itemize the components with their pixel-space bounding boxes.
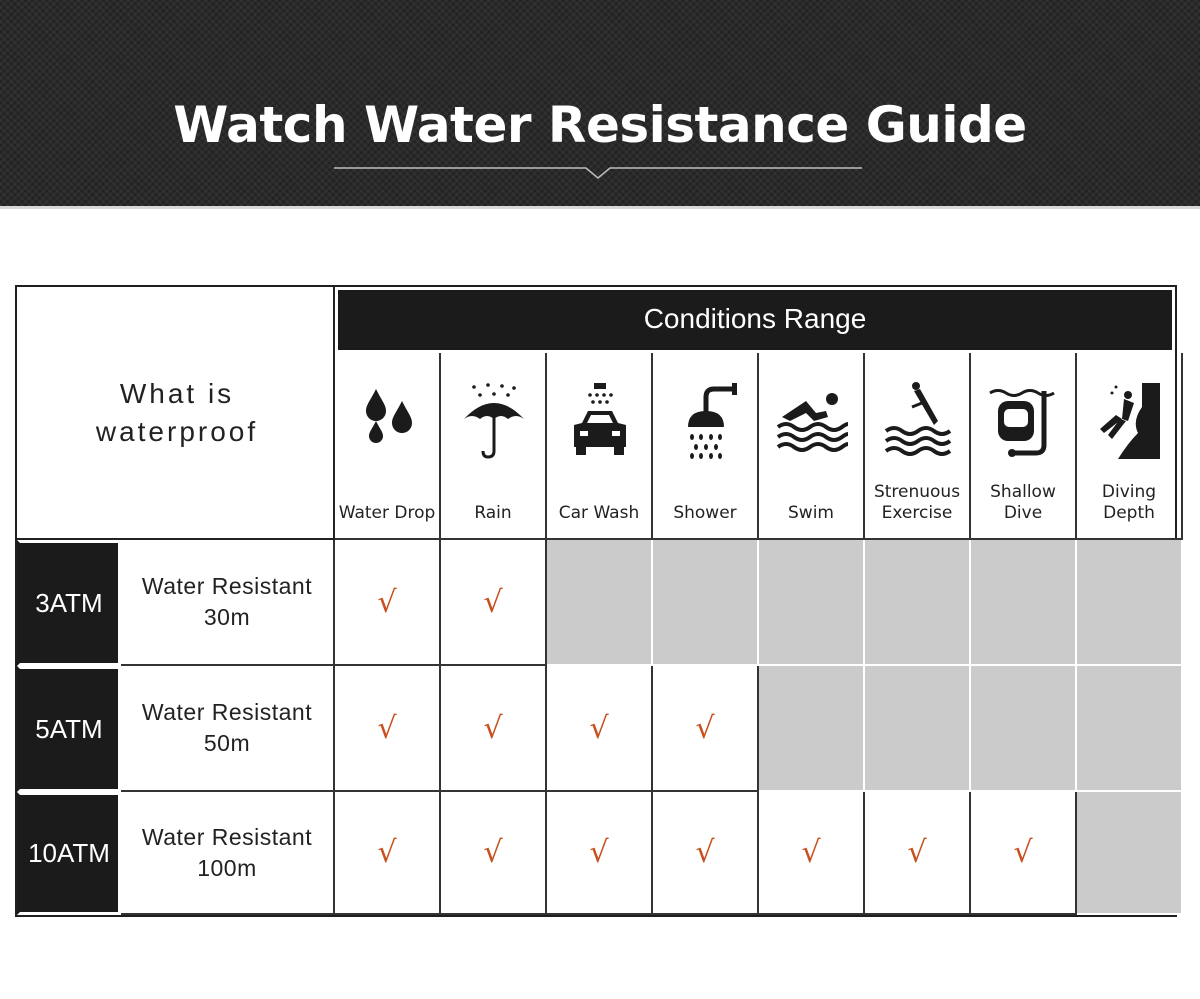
corner-label: [57, 375, 297, 451]
rating-line2: 100m: [197, 854, 257, 881]
title-divider: [334, 158, 862, 180]
water-resistance-table: [15, 285, 1177, 917]
check-mark-cell: [441, 792, 547, 915]
check-icon: √: [483, 710, 503, 746]
column-label: Water Drop: [338, 503, 436, 523]
check-icon: √: [1013, 835, 1033, 870]
column-shower: [653, 353, 759, 540]
check-mark-cell: [547, 666, 653, 792]
rating-line1: Water Resistant: [141, 699, 313, 725]
check-mark-cell: [865, 792, 971, 915]
column-label: [1077, 482, 1181, 524]
column-shallow-dive: [971, 353, 1077, 540]
check-mark-cell: [653, 792, 759, 915]
check-mark-cell: [335, 540, 441, 666]
column-label: [971, 482, 1075, 524]
column-label-line2: Dive: [1003, 503, 1043, 523]
check-icon: √: [695, 835, 715, 870]
column-label-line1: Diving: [1101, 482, 1157, 502]
unavailable-cell: [865, 666, 971, 792]
unavailable-cell: [971, 666, 1077, 792]
corner-header: [17, 287, 335, 540]
unavailable-cell: [865, 540, 971, 666]
check-mark-cell: [971, 792, 1077, 915]
unavailable-cell: [1077, 666, 1183, 792]
corner-label-line1: What is: [119, 378, 235, 409]
swimmer-icon: [776, 381, 848, 461]
column-label-line2: Exercise: [881, 503, 953, 523]
column-rain: [441, 353, 547, 540]
unavailable-cell: [759, 540, 865, 666]
check-icon: √: [483, 584, 503, 620]
unavailable-cell: [1077, 792, 1183, 915]
column-strenuous-exercise: [865, 353, 971, 540]
check-mark-cell: [759, 792, 865, 915]
atm-label-10atm: 10ATM: [17, 792, 121, 915]
diver-jump-icon: [882, 381, 954, 461]
rating-3atm: [121, 540, 335, 666]
check-icon: √: [377, 835, 397, 870]
column-label-line1: Strenuous: [873, 482, 961, 502]
water-drop-icon: [352, 381, 424, 453]
check-icon: √: [589, 835, 609, 870]
check-icon: √: [695, 710, 715, 746]
column-diving-depth: [1077, 353, 1183, 540]
unavailable-cell: [547, 540, 653, 666]
column-car-wash: [547, 353, 653, 540]
rating-line2: 30m: [203, 604, 251, 630]
scuba-diver-icon: [1094, 381, 1166, 461]
column-label: Swim: [788, 503, 834, 523]
column-water-drop: [335, 353, 441, 540]
check-mark-cell: [335, 792, 441, 915]
column-label: Rain: [474, 503, 512, 523]
rain-umbrella-icon: [458, 381, 530, 461]
unavailable-cell: [653, 540, 759, 666]
check-icon: √: [483, 835, 503, 870]
rating-5atm: [121, 666, 335, 792]
corner-label-line2: waterproof: [95, 416, 259, 447]
unavailable-cell: [971, 540, 1077, 666]
rating-10atm: [121, 792, 335, 915]
rating-line2: 50m: [203, 730, 251, 756]
title-banner: [0, 0, 1200, 209]
rating-line1: Water Resistant: [141, 573, 313, 599]
column-swim: [759, 353, 865, 540]
unavailable-cell: [1077, 540, 1183, 666]
check-mark-cell: [335, 666, 441, 792]
column-label-line2: Depth: [1103, 503, 1155, 523]
page-title: Watch Water Resistance Guide: [173, 96, 1027, 154]
atm-label-5atm: 5ATM: [17, 666, 121, 792]
check-mark-cell: [441, 540, 547, 666]
check-icon: √: [589, 710, 609, 746]
column-label: [865, 482, 969, 524]
check-mark-cell: [441, 666, 547, 792]
column-label: Shower: [673, 503, 737, 523]
check-mark-cell: [653, 666, 759, 792]
rating-line1: Water Resistant: [141, 823, 313, 850]
check-icon: √: [907, 835, 927, 870]
car-wash-icon: [564, 381, 636, 461]
check-icon: √: [377, 710, 397, 746]
shower-icon: [670, 381, 742, 461]
column-label-line1: Shallow: [990, 482, 1056, 502]
column-label: Car Wash: [558, 503, 640, 523]
check-icon: √: [377, 584, 397, 620]
check-mark-cell: [547, 792, 653, 915]
check-icon: √: [801, 835, 821, 870]
snorkel-mask-icon: [988, 381, 1060, 461]
atm-label-3atm: 3ATM: [17, 540, 121, 666]
conditions-range-header: Conditions Range: [335, 287, 1175, 353]
unavailable-cell: [759, 666, 865, 792]
